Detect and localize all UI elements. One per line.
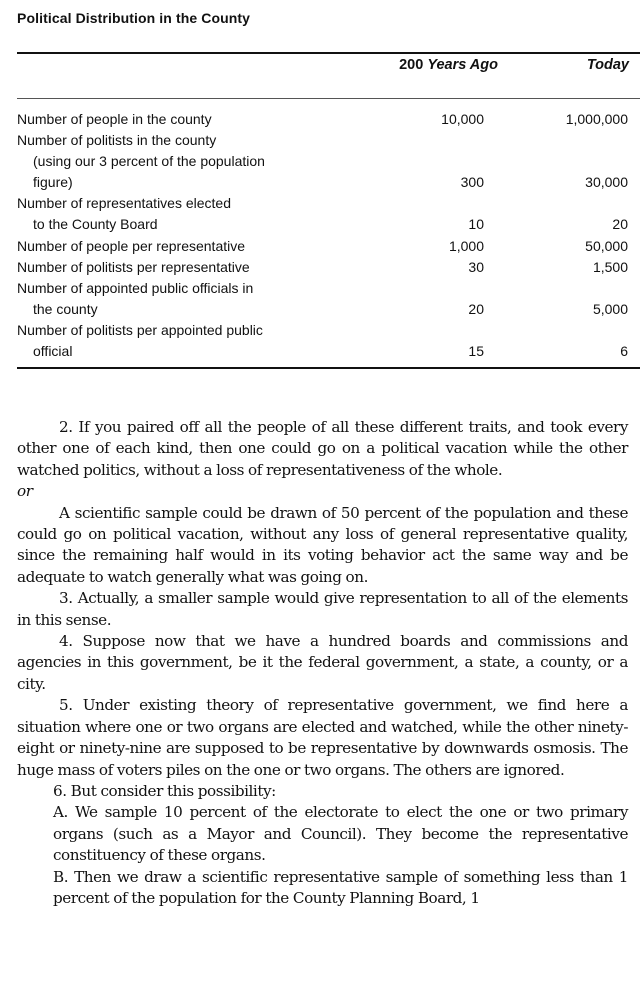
value-200-years-ago: 30 bbox=[468, 258, 484, 275]
row-label-line: the county bbox=[33, 300, 98, 317]
value-200-years-ago: 10,000 bbox=[441, 111, 484, 127]
row-label bbox=[17, 193, 357, 235]
row-label-line: Number of politists per appointed public bbox=[17, 321, 263, 338]
value-today: 6 bbox=[620, 343, 628, 360]
distribution-table bbox=[17, 109, 628, 362]
value-200-years-ago: 20 bbox=[468, 300, 484, 317]
separator-or: or bbox=[17, 482, 33, 501]
row-label-line: figure) bbox=[33, 174, 73, 191]
table-row bbox=[17, 236, 628, 257]
value-200-years-ago: 15 bbox=[468, 343, 484, 360]
value-200-years-ago: 300 bbox=[460, 174, 484, 191]
table-row bbox=[17, 257, 628, 278]
paragraph: 5. Under existing theory of representative government, we find here a situation where one or two organs are elected and watched, while the other ninety-eight or ninety-nine are supposed to be representative by downwards osmosis. The huge mass of voters piles on the one or two organs. The others are ignored. bbox=[17, 696, 628, 779]
paragraph: 4. Suppose now that we have a hundred boards and commissions and agencies in this government, be it the federal government, a state, a county, or a city. bbox=[17, 632, 628, 693]
value-today: 50,000 bbox=[585, 237, 628, 254]
value-200-years-ago: 10 bbox=[468, 216, 484, 233]
paragraph: 6. But consider this possibility: bbox=[53, 781, 276, 800]
table-title: Political Distribution in the County bbox=[17, 10, 251, 26]
row-label-line: Number of representatives elected bbox=[17, 195, 231, 212]
column-header-text: Years Ago bbox=[427, 57, 498, 73]
row-label-line: (using our 3 percent of the population bbox=[33, 153, 265, 170]
value-today: 1,500 bbox=[592, 258, 628, 275]
table-row bbox=[17, 130, 628, 193]
value-today: 30,000 bbox=[585, 174, 628, 191]
column-header-200-years-ago bbox=[399, 57, 498, 73]
paragraph: 3. Actually, a smaller sample would give representation to all of the elements in this sense. bbox=[17, 589, 628, 629]
row-label-line: to the County Board bbox=[33, 216, 158, 233]
row-label bbox=[17, 236, 357, 257]
value-today: 5,000 bbox=[592, 300, 628, 317]
table-bottom-rule bbox=[17, 367, 640, 369]
paragraph: B. Then we draw a scientific representative sample of something less than 1 percent of the population for the County Planning Board, 1 bbox=[53, 867, 628, 907]
row-label-line: Number of people per representative bbox=[17, 237, 246, 254]
row-label bbox=[17, 109, 357, 130]
paragraph: A. We sample 10 percent of the electorate to elect the one or two primary organs (such as a Mayor and Council). They become the representative constituency of these organs. bbox=[53, 803, 628, 865]
table-row bbox=[17, 320, 628, 362]
row-label-line: official bbox=[33, 343, 73, 360]
value-today: 1,000,000 bbox=[565, 111, 628, 127]
row-label-line: Number of politists in the county bbox=[17, 132, 217, 149]
body-text bbox=[17, 417, 628, 909]
paragraph: 2. If you paired off all the people of all these different traits, and took every other one of each kind, then one could go on a political vacation while the other watched politics, without a loss of representativeness of the whole. bbox=[17, 418, 628, 479]
table-top-rule bbox=[17, 52, 640, 54]
table-row bbox=[17, 109, 628, 130]
row-label-line: Number of politists per representative bbox=[17, 258, 250, 275]
row-label bbox=[17, 130, 357, 193]
value-today: 20 bbox=[612, 216, 628, 233]
table-header-rule bbox=[17, 98, 640, 99]
column-header-number: 200 bbox=[399, 57, 424, 73]
row-label-line: Number of appointed public officials in bbox=[17, 279, 254, 296]
row-label bbox=[17, 257, 357, 278]
column-header-today: Today bbox=[586, 57, 629, 73]
row-label-line: Number of people in the county bbox=[17, 111, 212, 127]
row-label bbox=[17, 320, 357, 362]
table-row bbox=[17, 193, 628, 235]
table-row bbox=[17, 278, 628, 320]
paragraph: A scientific sample could be drawn of 50 percent of the population and these could go on political vacation, without any loss of general representative quality, since the remaining half would in its voting behavior act the same way and be adequate to watch generally what was going on. bbox=[17, 503, 628, 586]
row-label bbox=[17, 278, 357, 320]
value-200-years-ago: 1,000 bbox=[448, 237, 484, 254]
